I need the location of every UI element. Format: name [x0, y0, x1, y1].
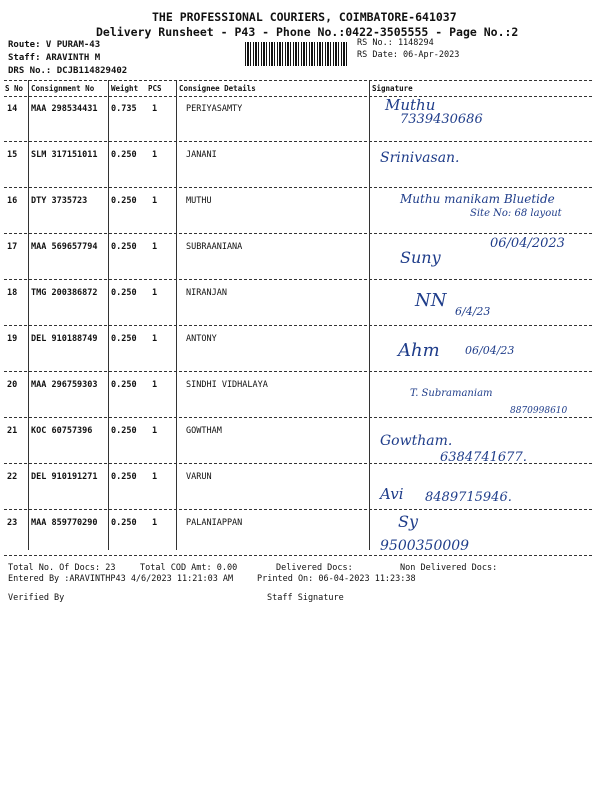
printed-on: Printed On: 06-04-2023 11:23:38: [257, 574, 416, 584]
signature: NN: [415, 290, 447, 311]
row-consignee: GOWTHAM: [186, 426, 222, 436]
row-weight: 0.250: [111, 334, 137, 344]
row-sno: 19: [7, 334, 18, 344]
signature: Muthu: [385, 96, 436, 114]
signature-phone: 6384741677.: [440, 450, 527, 465]
row-consignee: ANTONY: [186, 334, 217, 344]
row-consignee: SUBRAANIANA: [186, 242, 243, 252]
signature-phone: 8489715946.: [425, 490, 512, 505]
table-row: [0, 426, 600, 472]
row-pcs: 1: [152, 472, 158, 482]
row-consignment: MAA 859770290: [31, 518, 98, 528]
row-sno: 23: [7, 518, 18, 528]
entered-by: Entered By :ARAVINTHP43 4/6/2023 11:21:03 AM: [8, 574, 234, 584]
signature-date: 06/04/23: [465, 344, 515, 357]
row-sno: 20: [7, 380, 18, 390]
row-pcs: 1: [152, 242, 158, 252]
col-weight: Weight: [111, 84, 139, 93]
row-pcs: 1: [152, 288, 158, 298]
table-row: [0, 104, 600, 150]
row-consignee: NIRANJAN: [186, 288, 227, 298]
row-weight: 0.250: [111, 518, 137, 528]
table-row: [0, 334, 600, 380]
row-consignee: SINDHI VIDHALAYA: [186, 380, 268, 390]
col-pcs: PCS: [148, 84, 162, 93]
row-weight: 0.250: [111, 426, 137, 436]
row-consignee: PALANIAPPAN: [186, 518, 243, 528]
row-consignment: MAA 298534431: [31, 104, 98, 114]
rs-date: RS Date: 06-Apr-2023: [357, 50, 460, 60]
row-weight: 0.250: [111, 196, 137, 206]
row-consignee: VARUN: [186, 472, 212, 482]
row-consignee: MUTHU: [186, 196, 212, 206]
signature: Srinivasan.: [380, 150, 460, 166]
signature: Gowtham.: [380, 433, 453, 449]
row-consignment: SLM 317151011: [31, 150, 98, 160]
row-pcs: 1: [152, 518, 158, 528]
row-weight: 0.250: [111, 288, 137, 298]
company-title: THE PROFESSIONAL COURIERS, COIMBATORE-641037: [152, 10, 457, 24]
col-sno: S No: [5, 84, 24, 93]
row-weight: 0.250: [111, 242, 137, 252]
non-delivered-docs: Non Delivered Docs:: [400, 563, 498, 573]
signature: Muthu manikam Bluetide: [400, 192, 555, 206]
signature: Sy: [398, 512, 418, 531]
row-sno: 15: [7, 150, 18, 160]
total-cod: Total COD Amt: 0.00: [140, 563, 238, 573]
row-sno: 16: [7, 196, 18, 206]
row-weight: 0.250: [111, 150, 137, 160]
row-sno: 21: [7, 426, 18, 436]
col-signature: Signature: [372, 84, 413, 93]
signature-phone: 7339430686: [400, 112, 483, 127]
row-consignment: DTY 3735723: [31, 196, 88, 206]
row-consignment: MAA 296759303: [31, 380, 98, 390]
signature: Suny: [400, 248, 441, 267]
table-row: [0, 150, 600, 196]
signature: Avi: [380, 485, 404, 503]
signature-phone: 9500350009: [380, 538, 470, 554]
row-pcs: 1: [152, 334, 158, 344]
col-consignment: Consignment No: [31, 84, 95, 93]
row-sno: 22: [7, 472, 18, 482]
total-docs: Total No. Of Docs: 23: [8, 563, 116, 573]
row-consignment: TMG 200386872: [31, 288, 98, 298]
row-consignment: MAA 569657794: [31, 242, 98, 252]
delivered-docs: Delivered Docs:: [276, 563, 353, 573]
route-label: Route: V PURAM-43: [8, 40, 101, 50]
signature-date: 6/4/23: [455, 305, 491, 318]
staff-signature: Staff Signature: [267, 593, 344, 603]
col-consignee: Consignee Details: [179, 84, 256, 93]
row-consignment: DEL 910191271: [31, 472, 98, 482]
table-row: [0, 288, 600, 334]
row-weight: 0.735: [111, 104, 137, 114]
row-sno: 18: [7, 288, 18, 298]
signature: Ahm: [398, 340, 440, 361]
verified-by: Verified By: [8, 593, 65, 603]
row-consignment: KOC 60757396: [31, 426, 93, 436]
row-sno: 14: [7, 104, 18, 114]
row-pcs: 1: [152, 380, 158, 390]
row-sno: 17: [7, 242, 18, 252]
staff-label: Staff: ARAVINTH M: [8, 53, 101, 63]
table-row: [0, 518, 600, 564]
row-weight: 0.250: [111, 380, 137, 390]
row-consignee: PERIYASAMTY: [186, 104, 243, 114]
row-pcs: 1: [152, 426, 158, 436]
signature-note: Site No: 68 layout: [470, 208, 562, 219]
table-row: [0, 380, 600, 426]
barcode: [245, 42, 347, 66]
row-pcs: 1: [152, 104, 158, 114]
signature: T. Subramaniam: [410, 388, 493, 399]
row-pcs: 1: [152, 150, 158, 160]
signature-phone: 8870998610: [510, 406, 568, 416]
row-consignee: JANANI: [186, 150, 217, 160]
row-consignment: DEL 910188749: [31, 334, 98, 344]
rs-number: RS No.: 1148294: [357, 38, 434, 48]
drs-number: DRS No.: DCJB114829402: [8, 66, 128, 76]
signature-date: 06/04/2023: [490, 236, 565, 251]
runsheet-title: Delivery Runsheet - P43 - Phone No.:0422-3505555 - Page No.:2: [96, 25, 519, 39]
row-pcs: 1: [152, 196, 158, 206]
row-weight: 0.250: [111, 472, 137, 482]
